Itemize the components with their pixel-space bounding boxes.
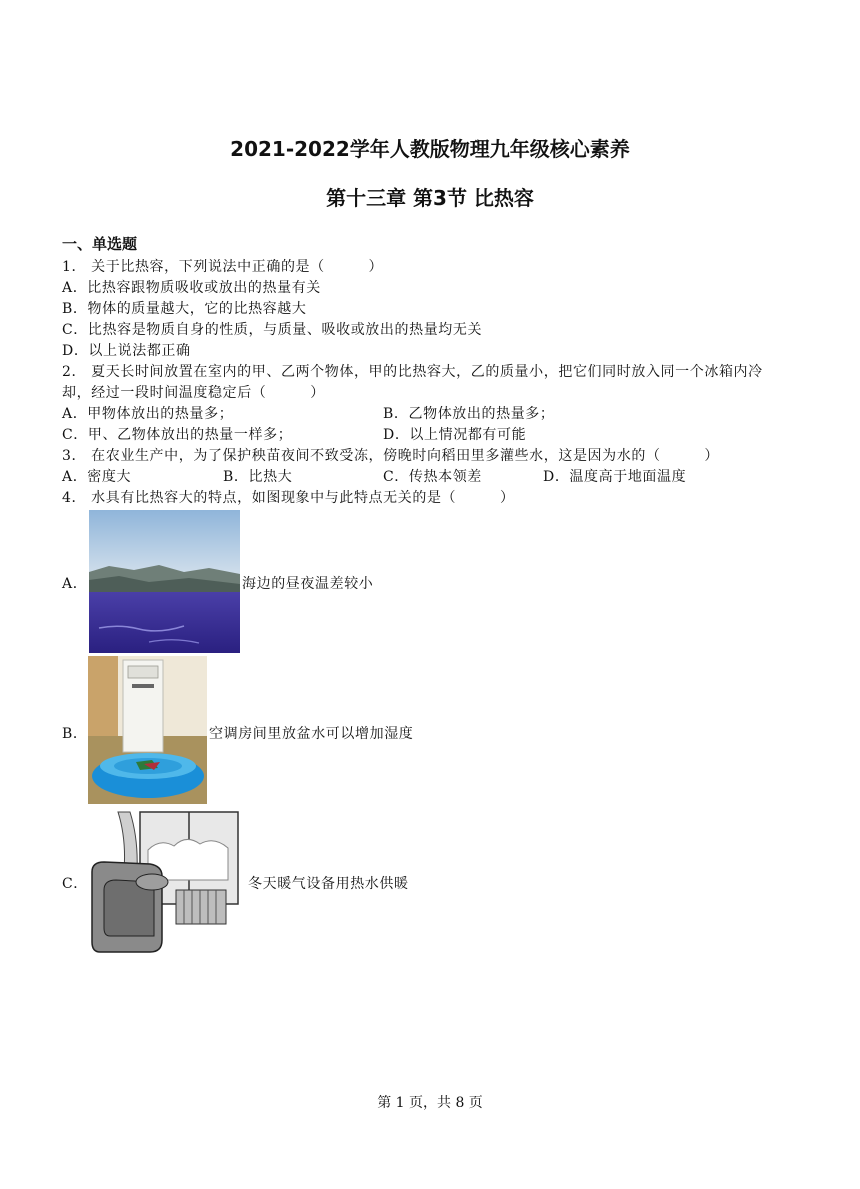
page-footer: 第 1 页，共 8 页 [377,1095,483,1111]
document-title: 2021-2022学年人教版物理九年级核心素养 [230,137,630,161]
air-conditioner-room-image [88,656,207,804]
question-4-option-c-text: 冬天暖气设备用热水供暖 [248,876,409,892]
question-3-option-a: A．密度大 [62,469,132,485]
question-4-option-b-letter: B． [62,726,88,742]
seaside-image [89,510,240,653]
question-4-option-b-text: 空调房间里放盆水可以增加湿度 [209,726,414,742]
question-1-option-a: A．比热容跟物质吸收或放出的热量有关 [62,280,321,296]
question-3-stem: 3． 在农业生产中，为了保护秧苗夜间不致受冻，傍晚时向稻田里多灌些水，这是因为水的（ ） [62,448,719,464]
chapter-title: 第十三章 第3节 比热容 [326,186,534,210]
question-2-stem-line-2: 却，经过一段时间温度稳定后（ ） [62,385,325,401]
question-2-stem-line-1: 2． 夏天长时间放置在室内的甲、乙两个物体，甲的比热容大，乙的质量小，把它们同时放入同一个冰箱内冷 [62,364,763,380]
question-3-option-b: B．比热大 [223,469,293,485]
question-1-option-c: C．比热容是物质自身的性质，与质量、吸收或放出的热量均无关 [62,322,483,338]
question-4-option-a-letter: A． [62,576,88,592]
question-4-stem: 4． 水具有比热容大的特点，如图现象中与此特点无关的是（ ） [62,490,515,506]
question-1-option-b: B．物体的质量越大，它的比热容越大 [62,301,307,317]
question-2-option-c: C．甲、乙物体放出的热量一样多； [62,427,293,443]
question-3-option-d: D．温度高于地面温度 [543,469,687,485]
question-3-option-c: C．传热本领差 [383,469,482,485]
section-heading: 一、单选题 [62,235,138,253]
question-2-option-a: A．甲物体放出的热量多； [62,406,234,422]
question-1-stem: 1． 关于比热容，下列说法中正确的是（ ） [62,259,384,275]
question-2-option-d: D．以上情况都有可能 [383,427,527,443]
question-4-option-c-letter: C． [62,876,88,892]
radiator-room-image [90,810,245,954]
question-2-option-b: B．乙物体放出的热量多； [383,406,555,422]
question-4-option-a-text: 海边的昼夜温差较小 [242,576,374,592]
question-1-option-d: D．以上说法都正确 [62,343,191,359]
